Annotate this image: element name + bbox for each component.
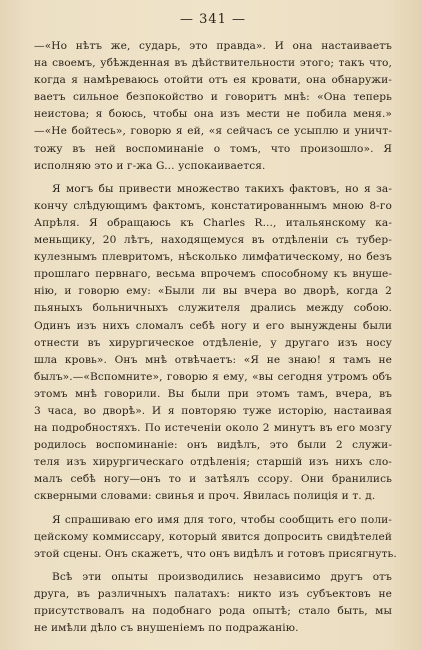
text-line: шла кровь». Онъ мнѣ отвѣчаетъ: «Я не знаю! я тамъ не <box>34 353 392 366</box>
text-line: родилось воспоминаніе: онъ видѣлъ, это были 2 служи- <box>34 439 392 452</box>
text-line: —«Не бойтесь», говорю я ей, «я сейчасъ се усыплю и уничт- <box>34 125 392 138</box>
text-line: кулезнымъ плевритомъ, нѣсколько лимфатическому, но безъ <box>34 251 392 264</box>
paragraph <box>34 512 397 563</box>
text-line: на своемъ, убѣжденная въ дѣйствительности этого; такъ что, <box>34 57 392 70</box>
text-line: когда я намѣреваюсь отойти отъ ея кровати, она обнаружи- <box>34 74 392 87</box>
text-line: друга, въ различныхъ палатахъ: никто изъ субъектовъ не <box>34 587 392 600</box>
text-line: скверными словами: свинья и проч. Явилась полиція и т. д. <box>34 490 376 503</box>
text-line: отнести въ хирургическое отдѣленіе, у другаго изъ носу <box>34 336 392 349</box>
text-line: Я спрашиваю его имя для того, чтобы сообщить его поли- <box>52 513 392 526</box>
text-line: Одинъ изъ нихъ сломалъ себѣ ногу и его вынуждены были <box>34 319 392 332</box>
text-line: тожу въ ней воспоминаніе о томъ, что произошло». Я <box>34 142 392 155</box>
text-line: неистова; я боюсь, чтобы она изъ мести не побила меня.» <box>34 108 392 121</box>
text-line: этой сцены. Онъ скажетъ, что онъ видѣлъ и готовъ присягнуть. <box>34 547 397 560</box>
text-line: не имѣли дѣло съ внушеніемъ по подражанію. <box>34 622 299 635</box>
text-line: пьяныхъ больничныхъ служителя дрались между собою. <box>34 302 392 315</box>
text-line: —«Но нѣтъ же, сударь, это правда». И она настаиваетъ <box>34 40 392 52</box>
text-line: исполняю это и г-жа G... успокаивается. <box>34 159 266 172</box>
text-line: присутствовалъ на подобнаго рода опытѣ; стало быть, мы <box>34 605 392 617</box>
text-line: 3 часа, во дворѣ». И я повторяю туже исторію, настаивая <box>34 404 392 417</box>
text-line: нію, и говорю ему: «Были ли вы вчера во дворѣ, когда 2 <box>34 285 392 298</box>
text-line: теля изъ хирургическаго отдѣленія; старшій изъ нихъ сло- <box>34 456 392 469</box>
text-line: на подробностяхъ. По истеченіи около 2 минутъ въ его мозгу <box>34 422 392 435</box>
page-number: — 341 — <box>179 12 247 27</box>
text-line: Всѣ эти опыты производились независимо другъ отъ <box>52 570 392 583</box>
text-line: Апрѣля. Я обращаюсь къ Charles R..., итальянскому ка- <box>34 216 392 229</box>
text-line: цейскому коммиссару, который явится допросить свидѣтелей <box>34 530 392 543</box>
text-line: Я могъ бы привести множество такихъ фактовъ, но я за- <box>52 182 392 195</box>
text-line: былъ».—«Вспомните», говорю я ему, «вы сегодня утромъ объ <box>34 370 392 383</box>
text-line: малъ себѣ ногу—онъ то и затѣялъ ссору. Они бранились <box>34 473 392 486</box>
text-line: меньщику, 20 лѣтъ, находящемуся въ отдѣленіи съ тубер- <box>34 234 392 247</box>
paragraph <box>34 181 392 506</box>
paragraph <box>34 569 392 637</box>
text-line: этомъ мнѣ говорили. Вы были при этомъ тамъ, вчера, въ <box>34 387 392 400</box>
text-line: ваетъ сильное безпокойство и говоритъ мнѣ: «Она теперь <box>34 91 392 104</box>
text-line: кончу слѣдующимъ фактомъ, констатированнымъ мною 8-го <box>34 199 392 212</box>
body-text <box>34 38 397 637</box>
text-line: прошлаго первнаго, весьма впрочемъ способному къ внуше- <box>34 268 392 281</box>
paragraph <box>34 38 392 175</box>
